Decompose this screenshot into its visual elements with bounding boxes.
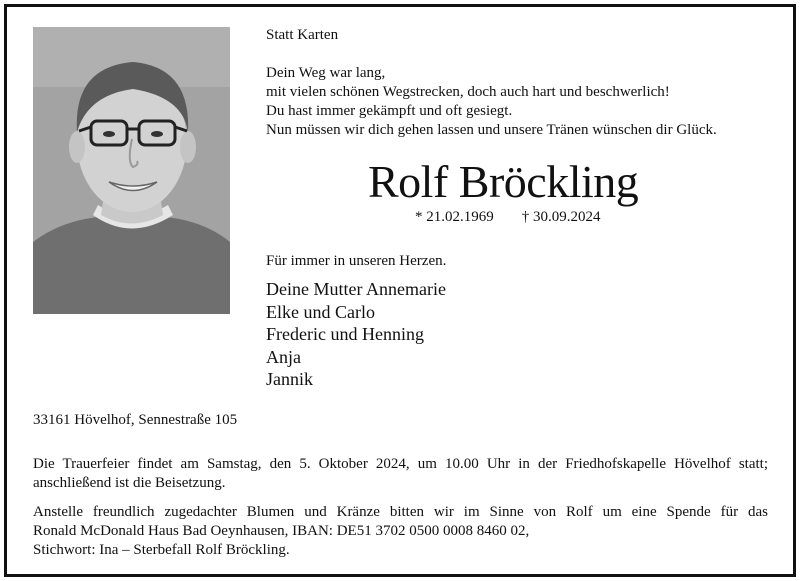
- mourner-name: Elke und Carlo: [266, 301, 375, 322]
- address: 33161 Hövelhof, Sennestraße 105: [33, 412, 238, 428]
- poem-line: mit vielen schönen Wegstrecken, doch auch hart und beschwerlich!: [266, 84, 670, 100]
- mourner-name: Deine Mutter Annemarie: [266, 279, 446, 299]
- poem-line: Du hast immer gekämpft und oft gesiegt.: [266, 103, 513, 119]
- donation-info-line: Ronald McDonald Haus Bad Oeynhausen, IBAN: DE51 3702 0500 0008 8460 02,: [33, 523, 530, 539]
- closing-line: Für immer in unseren Herzen.: [266, 253, 447, 269]
- funeral-info-line: anschließend ist die Beisetzung.: [33, 475, 226, 491]
- poem: [266, 64, 717, 140]
- portrait-photo: [33, 27, 230, 314]
- deceased-name: Rolf Bröckling: [368, 156, 639, 207]
- mourners-list: [266, 278, 446, 391]
- mourner-name: Frederic und Henning: [266, 324, 424, 344]
- funeral-info: [33, 455, 768, 493]
- mourner-name: Anja: [266, 346, 301, 367]
- donation-info-line: Stichwort: Ina – Sterbefall Rolf Bröckling.: [33, 542, 290, 558]
- donation-info: [33, 503, 768, 560]
- heading-statt-karten: Statt Karten: [266, 27, 339, 43]
- funeral-info-line: Die Trauerfeier findet am Samstag, den 5. Oktober 2024, um 10.00 Uhr in der Friedhofskapelle Hövelhof statt;: [33, 456, 768, 472]
- death-date: † 30.09.2024: [521, 209, 601, 225]
- donation-info-line: Anstelle freundlich zugedachter Blumen und Kränze bitten wir im Sinne von Rolf um eine Spende für das: [33, 504, 768, 520]
- life-dates: [415, 208, 601, 227]
- birth-date: * 21.02.1969: [415, 209, 494, 225]
- poem-line: Dein Weg war lang,: [266, 65, 386, 81]
- poem-line: Nun müssen wir dich gehen lassen und unsere Tränen wünschen dir Glück.: [266, 122, 717, 138]
- mourner-name: Jannik: [266, 369, 313, 389]
